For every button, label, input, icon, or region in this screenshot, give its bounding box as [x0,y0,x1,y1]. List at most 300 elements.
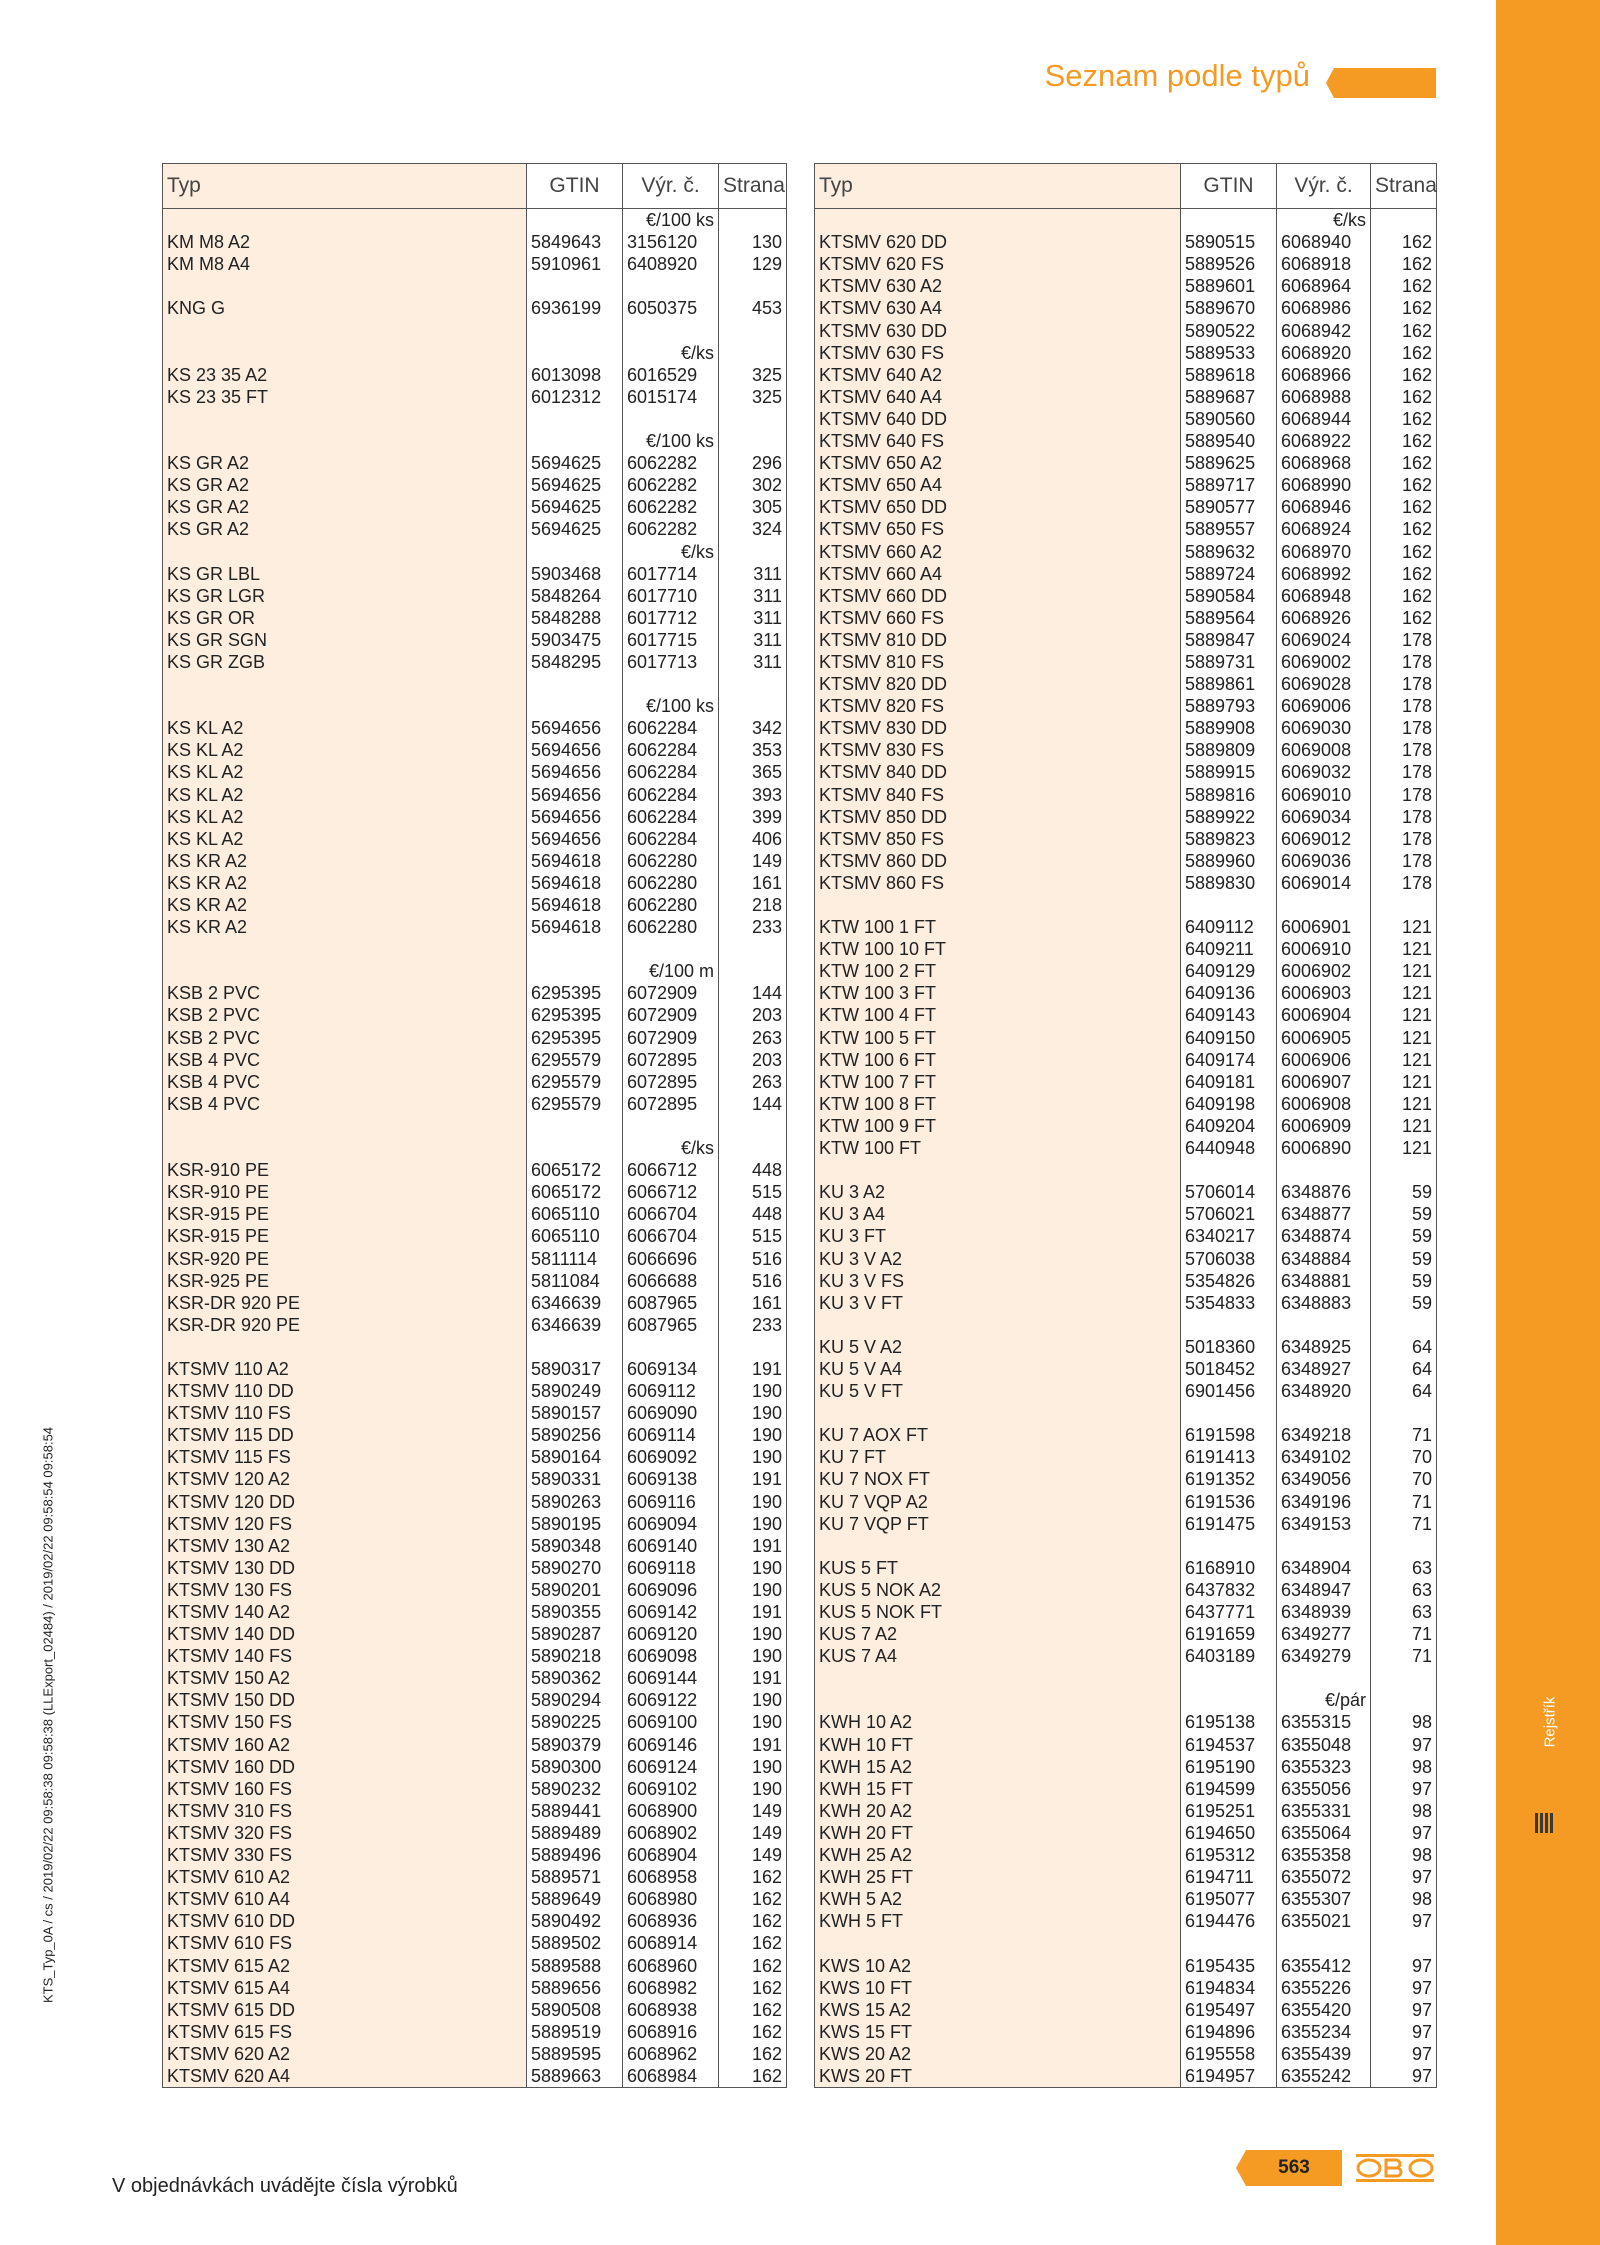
spacer-row [815,1159,1437,1181]
cell-strana: 203 [719,1049,787,1071]
table-row [815,1954,1437,1976]
table-row [163,806,787,828]
cell-vyr: 6068902 [623,1822,719,1844]
cell-vyr: 6355234 [1277,2021,1371,2043]
cell-strana: 178 [1371,629,1437,651]
cell-typ: KTW 100 6 FT [815,1049,1181,1071]
cell-gtin: 5706014 [1181,1181,1277,1203]
cell-typ: KTW 100 FT [815,1137,1181,1159]
table-row [163,783,787,805]
cell-gtin: 5889618 [1181,364,1277,386]
cell-gtin: 5890331 [527,1468,623,1490]
cell-vyr [1277,1535,1371,1557]
cell-typ: KTSMV 630 A4 [815,297,1181,319]
cell-gtin: 6191659 [1181,1623,1277,1645]
cell-typ: KS GR LBL [163,563,527,585]
cell-gtin: 5889557 [1181,518,1277,540]
table-row [815,430,1437,452]
cell-gtin: 5889793 [1181,695,1277,717]
cell-vyr: 6069120 [623,1623,719,1645]
cell-typ: KWS 20 A2 [815,2043,1181,2065]
price-unit-label: €/100 ks [623,209,719,232]
table-row [163,607,787,629]
cell-typ: KTSMV 640 FS [815,430,1181,452]
cell-strana: 162 [719,2065,787,2088]
table-row [163,1247,787,1269]
cell-strana: 190 [719,1424,787,1446]
cell-typ: KSB 4 PVC [163,1071,527,1093]
table-row [815,1557,1437,1579]
cell-typ: KTSMV 130 DD [163,1557,527,1579]
cell-strana: 63 [1371,1601,1437,1623]
cell-typ [815,1667,1181,1689]
cell-vyr [1277,1667,1371,1689]
cell-vyr: 6069100 [623,1711,719,1733]
cell-typ: KU 7 VQP FT [815,1513,1181,1535]
cell-vyr: 6069098 [623,1645,719,1667]
cell-typ: KU 3 A4 [815,1203,1181,1225]
cell-gtin: 5811114 [527,1247,623,1269]
cell-vyr: 6017714 [623,563,719,585]
cell-vyr: 6072909 [623,982,719,1004]
cell-vyr: 6348876 [1277,1181,1371,1203]
cell-strana: 296 [719,452,787,474]
cell-gtin: 6195251 [1181,1800,1277,1822]
cell-gtin: 5018452 [1181,1358,1277,1380]
cell-typ: KTSMV 160 FS [163,1778,527,1800]
cell-strana: 448 [719,1159,787,1181]
cell-typ [815,1402,1181,1424]
cell-strana [719,342,787,364]
cell-vyr: 6355048 [1277,1733,1371,1755]
cell-typ: KWH 15 A2 [815,1756,1181,1778]
table-row [163,1513,787,1535]
cell-strana: 178 [1371,783,1437,805]
cell-gtin: 5890355 [527,1601,623,1623]
table-row [163,474,787,496]
cell-gtin: 6409112 [1181,916,1277,938]
cell-vyr [623,673,719,695]
cell-typ: KTSMV 860 FS [815,872,1181,894]
cell-vyr: 6069096 [623,1579,719,1601]
cell-strana: 190 [719,1645,787,1667]
cell-strana: 190 [719,1513,787,1535]
cell-gtin: 5890294 [527,1689,623,1711]
cell-gtin: 5889915 [1181,761,1277,783]
cell-typ [815,209,1181,232]
cell-typ: KTW 100 9 FT [815,1115,1181,1137]
cell-vyr: 6069092 [623,1446,719,1468]
table-row [815,1910,1437,1932]
spacer-row [815,1932,1437,1954]
cell-vyr: 6355307 [1277,1888,1371,1910]
table-row [815,1247,1437,1269]
cell-gtin: 5889526 [1181,253,1277,275]
cell-typ: KTSMV 810 FS [815,651,1181,673]
table-row [163,1910,787,1932]
price-unit-label: €/ks [623,1137,719,1159]
cell-gtin: 6194599 [1181,1778,1277,1800]
cell-gtin: 6901456 [1181,1380,1277,1402]
table-row [815,342,1437,364]
table-row [815,1137,1437,1159]
table-row [815,1579,1437,1601]
table-row [163,739,787,761]
spacer-row [163,1336,787,1358]
cell-gtin: 6012312 [527,386,623,408]
cell-typ: KTSMV 110 FS [163,1402,527,1424]
cell-vyr [1277,1159,1371,1181]
table-row [163,1954,787,1976]
cell-gtin: 5910961 [527,253,623,275]
cell-gtin: 5889625 [1181,452,1277,474]
table-row [815,231,1437,253]
cell-typ: KTW 100 1 FT [815,916,1181,938]
cell-gtin [1181,894,1277,916]
cell-vyr: 6072895 [623,1049,719,1071]
cell-gtin: 5889595 [527,2043,623,2065]
unit-row [163,430,787,452]
cell-typ: KTSMV 610 FS [163,1932,527,1954]
cell-strana: 162 [1371,607,1437,629]
cell-strana: 97 [1371,1910,1437,1932]
cell-gtin: 5890249 [527,1380,623,1402]
cell-vyr: 6006903 [1277,982,1371,1004]
cell-typ: KTSMV 120 FS [163,1513,527,1535]
table-row [163,1800,787,1822]
cell-strana [719,209,787,232]
cell-vyr: 6348920 [1277,1380,1371,1402]
cell-typ: KS KR A2 [163,894,527,916]
cell-gtin [527,408,623,430]
cell-gtin: 5890157 [527,1402,623,1424]
cell-strana [1371,1314,1437,1336]
spacer-row [815,1402,1437,1424]
cell-gtin [527,430,623,452]
cell-gtin: 5694618 [527,850,623,872]
cell-gtin: 6437832 [1181,1579,1277,1601]
cell-vyr [623,319,719,341]
table-row [163,518,787,540]
cell-vyr: 6068980 [623,1888,719,1910]
cell-strana: 98 [1371,1888,1437,1910]
cell-strana: 121 [1371,938,1437,960]
cell-typ: KWH 25 A2 [815,1844,1181,1866]
cell-typ: KTSMV 140 A2 [163,1601,527,1623]
cell-strana: 191 [719,1667,787,1689]
cell-typ: KU 3 V A2 [815,1247,1181,1269]
cell-strana: 97 [1371,1977,1437,1999]
table-row [163,1468,787,1490]
cell-strana: 162 [719,1910,787,1932]
cell-gtin: 5706038 [1181,1247,1277,1269]
cell-strana: 516 [719,1270,787,1292]
cell-typ [815,1689,1181,1711]
table-row [815,1358,1437,1380]
column-header-gtin: GTIN [527,164,623,209]
table-row [163,761,787,783]
cell-strana: 399 [719,806,787,828]
cell-typ: KU 5 V A2 [815,1336,1181,1358]
cell-strana: 130 [719,231,787,253]
cell-gtin: 6191352 [1181,1468,1277,1490]
cell-gtin: 5903475 [527,629,623,651]
cell-gtin: 5889656 [527,1977,623,1999]
cell-vyr: 6348883 [1277,1292,1371,1314]
cell-vyr: 6072895 [623,1071,719,1093]
cell-vyr: 6068990 [1277,474,1371,496]
cell-vyr: 6006906 [1277,1049,1371,1071]
cell-strana: 342 [719,717,787,739]
table-row [815,452,1437,474]
cell-strana: 71 [1371,1645,1437,1667]
cell-strana [719,960,787,982]
table-row [163,452,787,474]
cell-gtin: 5903468 [527,563,623,585]
cell-typ: KTSMV 320 FS [163,1822,527,1844]
cell-typ: KSR-DR 920 PE [163,1292,527,1314]
cell-strana: 325 [719,386,787,408]
side-index-label[interactable]: Rejstřík [1541,1696,1559,1748]
cell-typ [163,342,527,364]
cell-vyr [623,938,719,960]
cell-gtin: 6195077 [1181,1888,1277,1910]
cell-typ [163,408,527,430]
table-row [163,872,787,894]
cell-strana: 311 [719,629,787,651]
cell-typ: KU 3 FT [815,1225,1181,1247]
cell-typ: KTSMV 140 DD [163,1623,527,1645]
cell-typ [163,1137,527,1159]
cell-strana: 178 [1371,806,1437,828]
table-row [815,1601,1437,1623]
table-row [163,916,787,938]
cell-typ: KU 7 AOX FT [815,1424,1181,1446]
cell-gtin: 5889687 [1181,386,1277,408]
cell-vyr: 6355323 [1277,1756,1371,1778]
cell-typ [815,1159,1181,1181]
cell-typ [163,430,527,452]
table-row [815,2021,1437,2043]
table-row [815,1733,1437,1755]
cell-strana: 305 [719,496,787,518]
cell-gtin: 6409211 [1181,938,1277,960]
cell-strana: 149 [719,1800,787,1822]
cell-strana: 190 [719,1623,787,1645]
cell-strana: 121 [1371,916,1437,938]
cell-strana: 144 [719,1093,787,1115]
cell-vyr: 6408920 [623,253,719,275]
cell-vyr: 6066712 [623,1181,719,1203]
cell-typ: KUS 5 NOK A2 [815,1579,1181,1601]
table-row [163,1689,787,1711]
cell-strana: 515 [719,1181,787,1203]
cell-gtin: 5889533 [1181,342,1277,364]
cell-strana: 162 [1371,452,1437,474]
table-row [163,850,787,872]
table-row [815,496,1437,518]
cell-vyr: 6068962 [623,2043,719,2065]
cell-vyr: 6068964 [1277,275,1371,297]
cell-gtin: 6437771 [1181,1601,1277,1623]
cell-strana: 97 [1371,1954,1437,1976]
cell-strana: 97 [1371,1778,1437,1800]
cell-vyr: 6355439 [1277,2043,1371,2065]
cell-gtin: 6295579 [527,1093,623,1115]
cell-strana [719,540,787,562]
cell-strana: 70 [1371,1446,1437,1468]
cell-vyr: 6062284 [623,806,719,828]
unit-row [163,540,787,562]
cell-gtin [1181,1402,1277,1424]
cell-strana: 63 [1371,1579,1437,1601]
cell-strana: 311 [719,585,787,607]
table-row [815,1822,1437,1844]
cell-typ: KWH 10 A2 [815,1711,1181,1733]
cell-gtin: 5706021 [1181,1203,1277,1225]
cell-typ: KTSMV 640 DD [815,408,1181,430]
cell-typ: KS GR OR [163,607,527,629]
cell-gtin: 6194896 [1181,2021,1277,2043]
table-row [815,2043,1437,2065]
cell-strana: 178 [1371,828,1437,850]
cell-gtin [527,540,623,562]
table-row [815,1756,1437,1778]
cell-strana: 162 [1371,563,1437,585]
table-row [815,673,1437,695]
cell-strana: 191 [719,1601,787,1623]
cell-vyr: 6069134 [623,1358,719,1380]
table-row [815,1270,1437,1292]
unit-row [163,1137,787,1159]
cell-gtin [527,275,623,297]
cell-strana: 71 [1371,1513,1437,1535]
unit-row [815,209,1437,232]
cell-vyr: 6355021 [1277,1910,1371,1932]
cell-gtin: 5889908 [1181,717,1277,739]
cell-vyr: 6062280 [623,894,719,916]
cell-typ: KS GR A2 [163,452,527,474]
cell-strana: 302 [719,474,787,496]
cell-vyr [1277,1932,1371,1954]
spacer-row [163,319,787,341]
cell-gtin: 6194834 [1181,1977,1277,1999]
cell-typ: KWH 15 FT [815,1778,1181,1800]
cell-strana: 191 [719,1358,787,1380]
cell-strana: 233 [719,1314,787,1336]
cell-gtin: 5889960 [1181,850,1277,872]
table-row [815,297,1437,319]
cell-vyr: 6069006 [1277,695,1371,717]
cell-typ: KS KL A2 [163,806,527,828]
cell-gtin [1181,1314,1277,1336]
table-row [815,1513,1437,1535]
cell-typ: KTSMV 120 A2 [163,1468,527,1490]
cell-vyr: 6069094 [623,1513,719,1535]
cell-gtin: 6194711 [1181,1866,1277,1888]
cell-vyr: 6349056 [1277,1468,1371,1490]
cell-typ: KTSMV 140 FS [163,1645,527,1667]
cell-vyr: 6355315 [1277,1711,1371,1733]
table-row [163,1026,787,1048]
table-row [815,651,1437,673]
cell-vyr: 6068916 [623,2021,719,2043]
cell-vyr: 6069028 [1277,673,1371,695]
cell-vyr: 6006905 [1277,1026,1371,1048]
cell-typ: KWS 15 A2 [815,1999,1181,2021]
cell-gtin: 6191475 [1181,1513,1277,1535]
cell-gtin: 5890201 [527,1579,623,1601]
table-row [815,1004,1437,1026]
cell-strana: 121 [1371,1049,1437,1071]
cell-gtin: 5694625 [527,452,623,474]
cell-typ: KS KL A2 [163,783,527,805]
cell-typ: KTSMV 610 A2 [163,1866,527,1888]
cell-vyr: 6068948 [1277,585,1371,607]
table-row [163,2021,787,2043]
cell-typ: KTSMV 660 A4 [815,563,1181,585]
cell-strana: 218 [719,894,787,916]
table-header-row [163,164,787,209]
cell-vyr: 6069090 [623,1402,719,1424]
cell-gtin: 6295395 [527,1026,623,1048]
cell-gtin: 6409129 [1181,960,1277,982]
cell-strana: 162 [719,1999,787,2021]
cell-gtin: 6409174 [1181,1049,1277,1071]
cell-strana: 98 [1371,1711,1437,1733]
cell-strana: 178 [1371,739,1437,761]
cell-strana [1371,894,1437,916]
cell-strana: 162 [1371,386,1437,408]
cell-vyr [1277,1314,1371,1336]
cell-vyr: 6069010 [1277,783,1371,805]
cell-vyr: 6068986 [1277,297,1371,319]
price-unit-label: €/100 ks [623,430,719,452]
cell-strana: 162 [1371,364,1437,386]
cell-gtin: 6295395 [527,1004,623,1026]
cell-vyr: 6068940 [1277,231,1371,253]
cell-strana: 98 [1371,1756,1437,1778]
table-row [163,2043,787,2065]
cell-vyr: 6068982 [623,1977,719,1999]
cell-gtin: 5354826 [1181,1270,1277,1292]
obo-logo [1356,2150,1434,2186]
cell-gtin: 5890164 [527,1446,623,1468]
unit-row [163,209,787,232]
cell-vyr [623,408,719,430]
table-row [815,1711,1437,1733]
table-row [163,1932,787,1954]
cell-strana: 162 [719,1954,787,1976]
cell-vyr: 6068970 [1277,540,1371,562]
cell-strana [1371,1535,1437,1557]
cell-gtin: 5889670 [1181,297,1277,319]
cell-gtin: 6195435 [1181,1954,1277,1976]
cell-strana [1371,209,1437,232]
table-row [815,806,1437,828]
cell-typ: KU 7 FT [815,1446,1181,1468]
cell-gtin: 5889571 [527,1866,623,1888]
cell-typ: KTW 100 3 FT [815,982,1181,1004]
cell-strana [719,1137,787,1159]
cell-gtin: 6191413 [1181,1446,1277,1468]
cell-gtin [527,673,623,695]
cell-typ: KTW 100 5 FT [815,1026,1181,1048]
cell-vyr: 6069014 [1277,872,1371,894]
cell-strana: 178 [1371,651,1437,673]
cell-gtin: 5890300 [527,1756,623,1778]
cell-strana [1371,1667,1437,1689]
